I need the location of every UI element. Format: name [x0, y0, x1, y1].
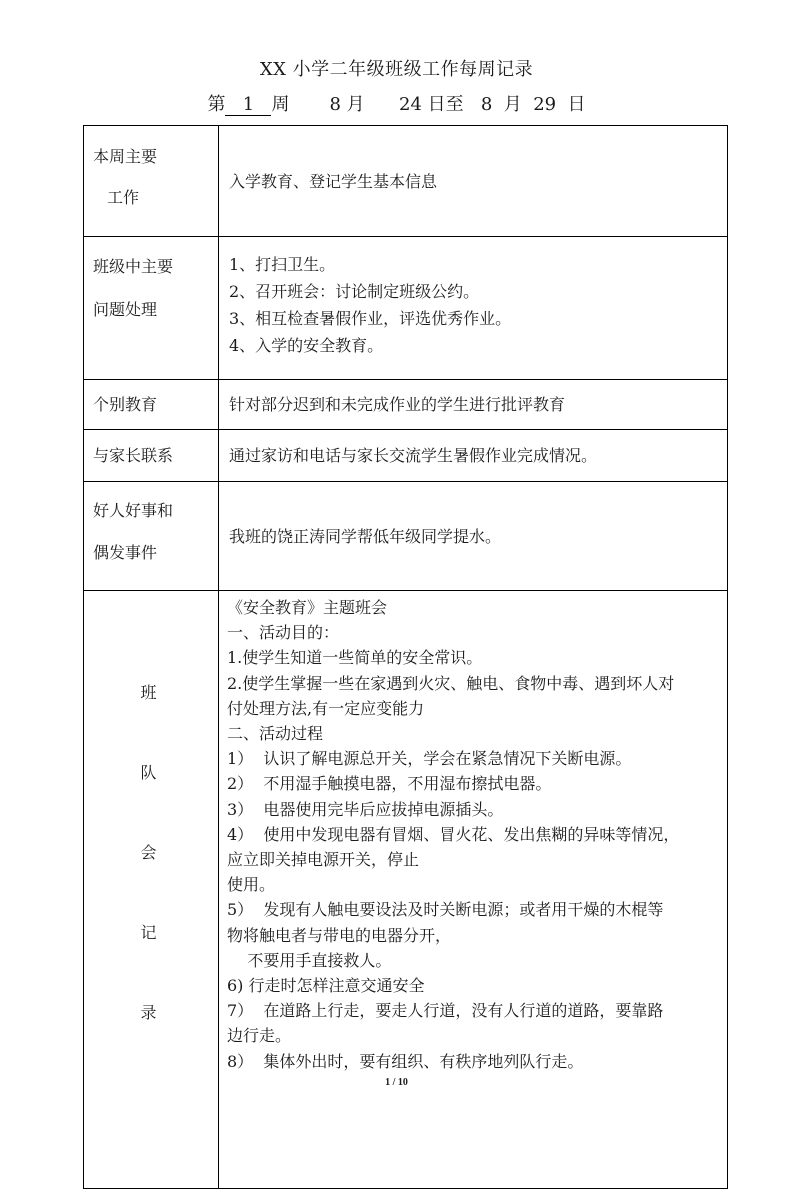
vertical-label-char: 会: [140, 843, 157, 862]
table-row-class-meeting: [84, 591, 728, 1189]
meeting-line: 2） 不用湿手触摸电器，不用湿布擦拭电器。: [227, 774, 552, 794]
meeting-line: 不要用手直接救人。: [227, 950, 392, 970]
row-content-class-issues: [219, 237, 728, 380]
meeting-title: 《安全教育》主题班会: [227, 598, 388, 617]
meeting-line: 边行走。: [227, 1026, 292, 1046]
meeting-line: 1） 认识了解电源总开关，学会在紧急情况下关断电源。: [227, 749, 632, 769]
table-row-good-deeds: [84, 482, 728, 591]
week-suffix: 周: [271, 94, 290, 115]
label-line: 工作: [107, 188, 140, 207]
meeting-line: 付处理方法,有一定应变能力: [227, 698, 425, 718]
row-label-individual-education: 个别教育: [84, 380, 219, 430]
start-day: 24 日至: [399, 94, 464, 115]
meeting-line: 应立即关掉电源开关，停止: [227, 850, 420, 870]
section-heading: 一、活动目的：: [227, 623, 340, 643]
row-label-parent-contact: 与家长联系: [84, 430, 219, 482]
row-label-class-issues: [84, 237, 219, 380]
meeting-line: 1.使学生知道一些简单的安全常识。: [227, 648, 483, 668]
list-item: 2、召开班会：讨论制定班级公约。: [229, 282, 480, 301]
week-date-line: [0, 93, 793, 117]
meeting-line: 6) 行走时怎样注意交通安全: [227, 976, 425, 996]
table-row-individual-education: [84, 380, 728, 430]
weekly-record-table: [83, 125, 728, 1189]
document-title: XX 小学二年级班级工作每周记录: [259, 59, 534, 80]
list-item: 1、打扫卫生。: [229, 255, 336, 274]
row-content-main-work: 入学教育、登记学生基本信息: [219, 126, 728, 237]
week-prefix: 第: [207, 94, 226, 115]
meeting-line: 4） 使用中发现电器有冒烟、冒火花、发出焦糊的异味等情况，: [227, 824, 680, 844]
label-line: 本周主要: [93, 147, 158, 166]
meeting-line: 使用。: [227, 875, 276, 895]
label-line: 偶发事件: [93, 543, 158, 562]
section-heading: 二、活动过程: [227, 724, 324, 744]
row-content-parent-contact: 通过家访和电话与家长交流学生暑假作业完成情况。: [219, 430, 728, 482]
vertical-label-char: 班: [140, 683, 157, 702]
page-indicator: 1 / 10: [385, 1077, 408, 1088]
label-line: 班级中主要: [93, 257, 174, 276]
list-item: 4、入学的安全教育。: [229, 336, 384, 355]
meeting-line: 物将触电者与带电的电器分开，: [227, 925, 452, 945]
row-content-good-deeds: 我班的饶正涛同学帮低年级同学提水。: [219, 482, 728, 591]
label-line: 问题处理: [93, 300, 158, 319]
meeting-line: 2.使学生掌握一些在家遇到火灾、触电、食物中毒、遇到坏人对: [227, 673, 675, 693]
vertical-label-char: 队: [140, 763, 157, 782]
meeting-line: 5） 发现有人触电要设法及时关断电源；或者用干燥的木棍等: [227, 900, 664, 920]
table-row-class-issues: [84, 237, 728, 380]
row-content-individual-education: 针对部分迟到和未完成作业的学生进行批评教育: [219, 380, 728, 430]
meeting-line: 7） 在道路上行走，要走人行道，没有人行道的道路，要靠路: [227, 1001, 664, 1021]
meeting-line: 3） 电器使用完毕后应拔掉电源插头。: [227, 799, 504, 819]
row-label-good-deeds: [84, 482, 219, 591]
end-day: 29 日: [533, 94, 586, 115]
label-line: 好人好事和: [93, 501, 174, 520]
week-number: 1: [225, 95, 271, 116]
row-label-main-work: [84, 126, 219, 237]
list-item: 3、相互检查暑假作业，评选优秀作业。: [229, 309, 512, 328]
end-month: 8 月: [480, 94, 522, 115]
table-row-parent-contact: [84, 430, 728, 482]
table-row-main-work: [84, 126, 728, 237]
row-content-class-meeting: [219, 591, 728, 1189]
vertical-label-char: 录: [140, 1003, 157, 1022]
vertical-label-char: 记: [140, 923, 157, 942]
row-label-class-meeting: [84, 591, 219, 1189]
meeting-line: 8） 集体外出时，要有组织、有秩序地列队行走。: [227, 1051, 584, 1071]
start-month: 8 月: [329, 94, 365, 115]
